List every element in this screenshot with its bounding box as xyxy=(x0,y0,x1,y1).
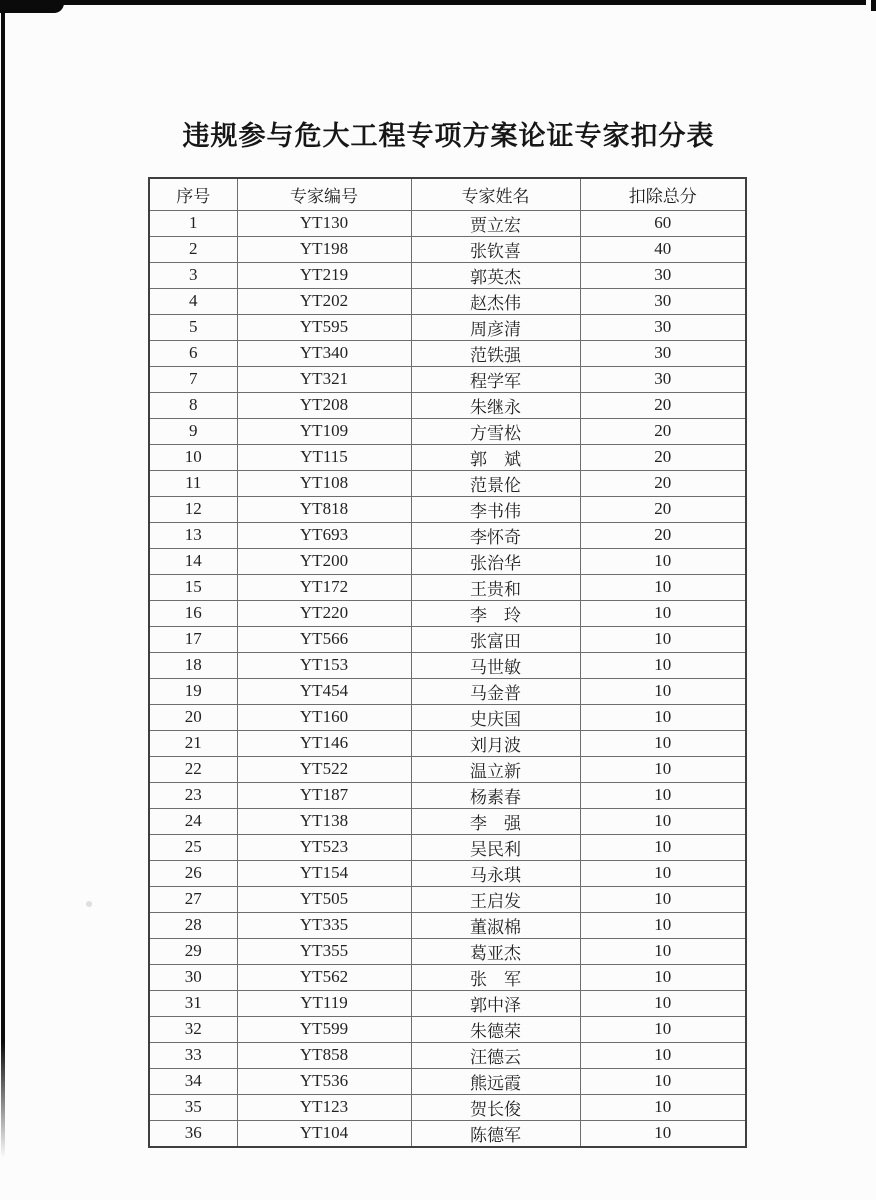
cell-total-deduction: 10 xyxy=(580,808,746,834)
cell-expert-id: YT160 xyxy=(237,704,411,730)
cell-expert-id: YT566 xyxy=(237,626,411,652)
table-row xyxy=(149,444,746,470)
cell-index: 18 xyxy=(149,652,237,678)
table-row xyxy=(149,392,746,418)
cell-expert-id: YT454 xyxy=(237,678,411,704)
cell-total-deduction: 10 xyxy=(580,938,746,964)
table-row xyxy=(149,964,746,990)
table-row xyxy=(149,912,746,938)
cell-expert-name: 朱继永 xyxy=(411,392,580,418)
cell-expert-name: 杨素春 xyxy=(411,782,580,808)
cell-index: 25 xyxy=(149,834,237,860)
table-row xyxy=(149,1016,746,1042)
cell-expert-name: 史庆国 xyxy=(411,704,580,730)
cell-index: 28 xyxy=(149,912,237,938)
cell-expert-name: 王贵和 xyxy=(411,574,580,600)
cell-index: 30 xyxy=(149,964,237,990)
cell-expert-id: YT138 xyxy=(237,808,411,834)
cell-total-deduction: 10 xyxy=(580,548,746,574)
cell-total-deduction: 60 xyxy=(580,210,746,236)
cell-expert-id: YT340 xyxy=(237,340,411,366)
cell-index: 11 xyxy=(149,470,237,496)
header-expert-name: 专家姓名 xyxy=(411,178,580,210)
cell-index: 1 xyxy=(149,210,237,236)
cell-index: 19 xyxy=(149,678,237,704)
cell-expert-name: 张钦喜 xyxy=(411,236,580,262)
table-row xyxy=(149,522,746,548)
table-row xyxy=(149,834,746,860)
cell-expert-name: 郭中泽 xyxy=(411,990,580,1016)
cell-total-deduction: 10 xyxy=(580,704,746,730)
table-row xyxy=(149,938,746,964)
cell-expert-name: 葛亚杰 xyxy=(411,938,580,964)
cell-expert-name: 熊远霞 xyxy=(411,1068,580,1094)
cell-index: 21 xyxy=(149,730,237,756)
cell-index: 31 xyxy=(149,990,237,1016)
cell-expert-id: YT522 xyxy=(237,756,411,782)
cell-index: 36 xyxy=(149,1120,237,1147)
cell-total-deduction: 10 xyxy=(580,964,746,990)
table-row xyxy=(149,808,746,834)
table-row xyxy=(149,886,746,912)
cell-total-deduction: 20 xyxy=(580,444,746,470)
scan-edge-top xyxy=(0,0,866,5)
cell-total-deduction: 10 xyxy=(580,730,746,756)
table-row xyxy=(149,756,746,782)
cell-total-deduction: 10 xyxy=(580,886,746,912)
scan-edge-top-left-corner xyxy=(0,0,64,13)
cell-index: 20 xyxy=(149,704,237,730)
cell-total-deduction: 40 xyxy=(580,236,746,262)
cell-expert-id: YT154 xyxy=(237,860,411,886)
table-header-row xyxy=(149,178,746,210)
scan-edge-top-right-mark xyxy=(871,0,876,11)
cell-index: 4 xyxy=(149,288,237,314)
cell-expert-id: YT355 xyxy=(237,938,411,964)
cell-expert-name: 朱德荣 xyxy=(411,1016,580,1042)
expert-deduction-table xyxy=(148,177,747,1148)
cell-expert-name: 李 玲 xyxy=(411,600,580,626)
table-row xyxy=(149,574,746,600)
cell-expert-id: YT595 xyxy=(237,314,411,340)
cell-expert-id: YT505 xyxy=(237,886,411,912)
cell-index: 16 xyxy=(149,600,237,626)
cell-expert-name: 范景伦 xyxy=(411,470,580,496)
cell-expert-id: YT536 xyxy=(237,1068,411,1094)
cell-index: 13 xyxy=(149,522,237,548)
table-row xyxy=(149,860,746,886)
cell-total-deduction: 20 xyxy=(580,496,746,522)
table-header xyxy=(149,178,746,210)
table-row xyxy=(149,626,746,652)
cell-expert-id: YT119 xyxy=(237,990,411,1016)
cell-expert-id: YT109 xyxy=(237,418,411,444)
table-row xyxy=(149,678,746,704)
cell-total-deduction: 10 xyxy=(580,678,746,704)
cell-expert-id: YT523 xyxy=(237,834,411,860)
cell-expert-name: 贺长俊 xyxy=(411,1094,580,1120)
cell-total-deduction: 10 xyxy=(580,1068,746,1094)
table-row xyxy=(149,704,746,730)
cell-total-deduction: 10 xyxy=(580,912,746,938)
cell-expert-id: YT153 xyxy=(237,652,411,678)
cell-index: 26 xyxy=(149,860,237,886)
table-row xyxy=(149,496,746,522)
cell-expert-id: YT599 xyxy=(237,1016,411,1042)
cell-total-deduction: 30 xyxy=(580,262,746,288)
cell-expert-id: YT562 xyxy=(237,964,411,990)
cell-index: 17 xyxy=(149,626,237,652)
table-row xyxy=(149,236,746,262)
cell-expert-id: YT172 xyxy=(237,574,411,600)
cell-total-deduction: 10 xyxy=(580,990,746,1016)
scan-edge-left xyxy=(1,0,5,1158)
cell-expert-name: 马世敏 xyxy=(411,652,580,678)
cell-index: 9 xyxy=(149,418,237,444)
cell-total-deduction: 10 xyxy=(580,782,746,808)
table-row xyxy=(149,262,746,288)
cell-expert-id: YT858 xyxy=(237,1042,411,1068)
document-title: 违规参与危大工程专项方案论证专家扣分表 xyxy=(182,121,715,151)
cell-expert-id: YT123 xyxy=(237,1094,411,1120)
cell-index: 14 xyxy=(149,548,237,574)
cell-expert-id: YT321 xyxy=(237,366,411,392)
cell-total-deduction: 30 xyxy=(580,366,746,392)
cell-total-deduction: 20 xyxy=(580,522,746,548)
cell-expert-name: 赵杰伟 xyxy=(411,288,580,314)
cell-expert-name: 马金普 xyxy=(411,678,580,704)
table-row xyxy=(149,1094,746,1120)
cell-index: 29 xyxy=(149,938,237,964)
cell-expert-name: 程学军 xyxy=(411,366,580,392)
cell-expert-id: YT187 xyxy=(237,782,411,808)
cell-total-deduction: 10 xyxy=(580,1094,746,1120)
cell-index: 12 xyxy=(149,496,237,522)
table-row xyxy=(149,990,746,1016)
cell-total-deduction: 10 xyxy=(580,860,746,886)
cell-total-deduction: 10 xyxy=(580,1120,746,1147)
cell-total-deduction: 10 xyxy=(580,600,746,626)
cell-expert-id: YT108 xyxy=(237,470,411,496)
table-row xyxy=(149,340,746,366)
cell-index: 5 xyxy=(149,314,237,340)
cell-expert-name: 董淑棉 xyxy=(411,912,580,938)
cell-index: 33 xyxy=(149,1042,237,1068)
table-row xyxy=(149,288,746,314)
cell-index: 27 xyxy=(149,886,237,912)
table-body xyxy=(149,210,746,1147)
cell-expert-name: 郭英杰 xyxy=(411,262,580,288)
cell-expert-id: YT208 xyxy=(237,392,411,418)
cell-total-deduction: 10 xyxy=(580,756,746,782)
table-row xyxy=(149,600,746,626)
table-row xyxy=(149,210,746,236)
cell-expert-name: 吴民利 xyxy=(411,834,580,860)
cell-expert-name: 张治华 xyxy=(411,548,580,574)
cell-total-deduction: 20 xyxy=(580,470,746,496)
cell-expert-id: YT146 xyxy=(237,730,411,756)
cell-total-deduction: 10 xyxy=(580,626,746,652)
cell-total-deduction: 10 xyxy=(580,1042,746,1068)
cell-expert-name: 张富田 xyxy=(411,626,580,652)
cell-total-deduction: 10 xyxy=(580,1016,746,1042)
cell-expert-id: YT198 xyxy=(237,236,411,262)
cell-index: 6 xyxy=(149,340,237,366)
cell-index: 2 xyxy=(149,236,237,262)
table-row xyxy=(149,314,746,340)
cell-expert-id: YT693 xyxy=(237,522,411,548)
cell-expert-id: YT202 xyxy=(237,288,411,314)
cell-expert-id: YT335 xyxy=(237,912,411,938)
cell-expert-name: 方雪松 xyxy=(411,418,580,444)
cell-expert-name: 温立新 xyxy=(411,756,580,782)
table-row xyxy=(149,1042,746,1068)
cell-expert-name: 张 军 xyxy=(411,964,580,990)
cell-expert-name: 周彦清 xyxy=(411,314,580,340)
table-row xyxy=(149,1120,746,1147)
cell-expert-id: YT104 xyxy=(237,1120,411,1147)
cell-index: 35 xyxy=(149,1094,237,1120)
cell-total-deduction: 10 xyxy=(580,574,746,600)
cell-total-deduction: 30 xyxy=(580,340,746,366)
table-row xyxy=(149,548,746,574)
cell-expert-name: 贾立宏 xyxy=(411,210,580,236)
cell-total-deduction: 30 xyxy=(580,314,746,340)
cell-expert-id: YT818 xyxy=(237,496,411,522)
cell-total-deduction: 20 xyxy=(580,418,746,444)
cell-expert-name: 刘月波 xyxy=(411,730,580,756)
cell-index: 32 xyxy=(149,1016,237,1042)
cell-expert-name: 李书伟 xyxy=(411,496,580,522)
cell-expert-name: 李 强 xyxy=(411,808,580,834)
cell-expert-name: 王启发 xyxy=(411,886,580,912)
table-row xyxy=(149,470,746,496)
cell-expert-name: 郭 斌 xyxy=(411,444,580,470)
cell-expert-name: 李怀奇 xyxy=(411,522,580,548)
cell-total-deduction: 10 xyxy=(580,652,746,678)
cell-expert-name: 马永琪 xyxy=(411,860,580,886)
cell-expert-id: YT200 xyxy=(237,548,411,574)
cell-index: 7 xyxy=(149,366,237,392)
cell-expert-name: 汪德云 xyxy=(411,1042,580,1068)
header-total-deduction: 扣除总分 xyxy=(580,178,746,210)
cell-index: 22 xyxy=(149,756,237,782)
cell-total-deduction: 10 xyxy=(580,834,746,860)
table-row xyxy=(149,782,746,808)
table-row xyxy=(149,652,746,678)
header-expert-id: 专家编号 xyxy=(237,178,411,210)
table-row xyxy=(149,418,746,444)
header-index: 序号 xyxy=(149,178,237,210)
cell-index: 24 xyxy=(149,808,237,834)
scan-speck xyxy=(86,901,92,907)
cell-expert-id: YT219 xyxy=(237,262,411,288)
cell-expert-id: YT115 xyxy=(237,444,411,470)
cell-index: 23 xyxy=(149,782,237,808)
cell-expert-name: 范铁强 xyxy=(411,340,580,366)
cell-index: 3 xyxy=(149,262,237,288)
table-row xyxy=(149,1068,746,1094)
cell-index: 8 xyxy=(149,392,237,418)
cell-total-deduction: 30 xyxy=(580,288,746,314)
table-row xyxy=(149,730,746,756)
cell-expert-name: 陈德军 xyxy=(411,1120,580,1147)
cell-total-deduction: 20 xyxy=(580,392,746,418)
cell-index: 10 xyxy=(149,444,237,470)
cell-index: 15 xyxy=(149,574,237,600)
table-row xyxy=(149,366,746,392)
cell-index: 34 xyxy=(149,1068,237,1094)
cell-expert-id: YT130 xyxy=(237,210,411,236)
cell-expert-id: YT220 xyxy=(237,600,411,626)
